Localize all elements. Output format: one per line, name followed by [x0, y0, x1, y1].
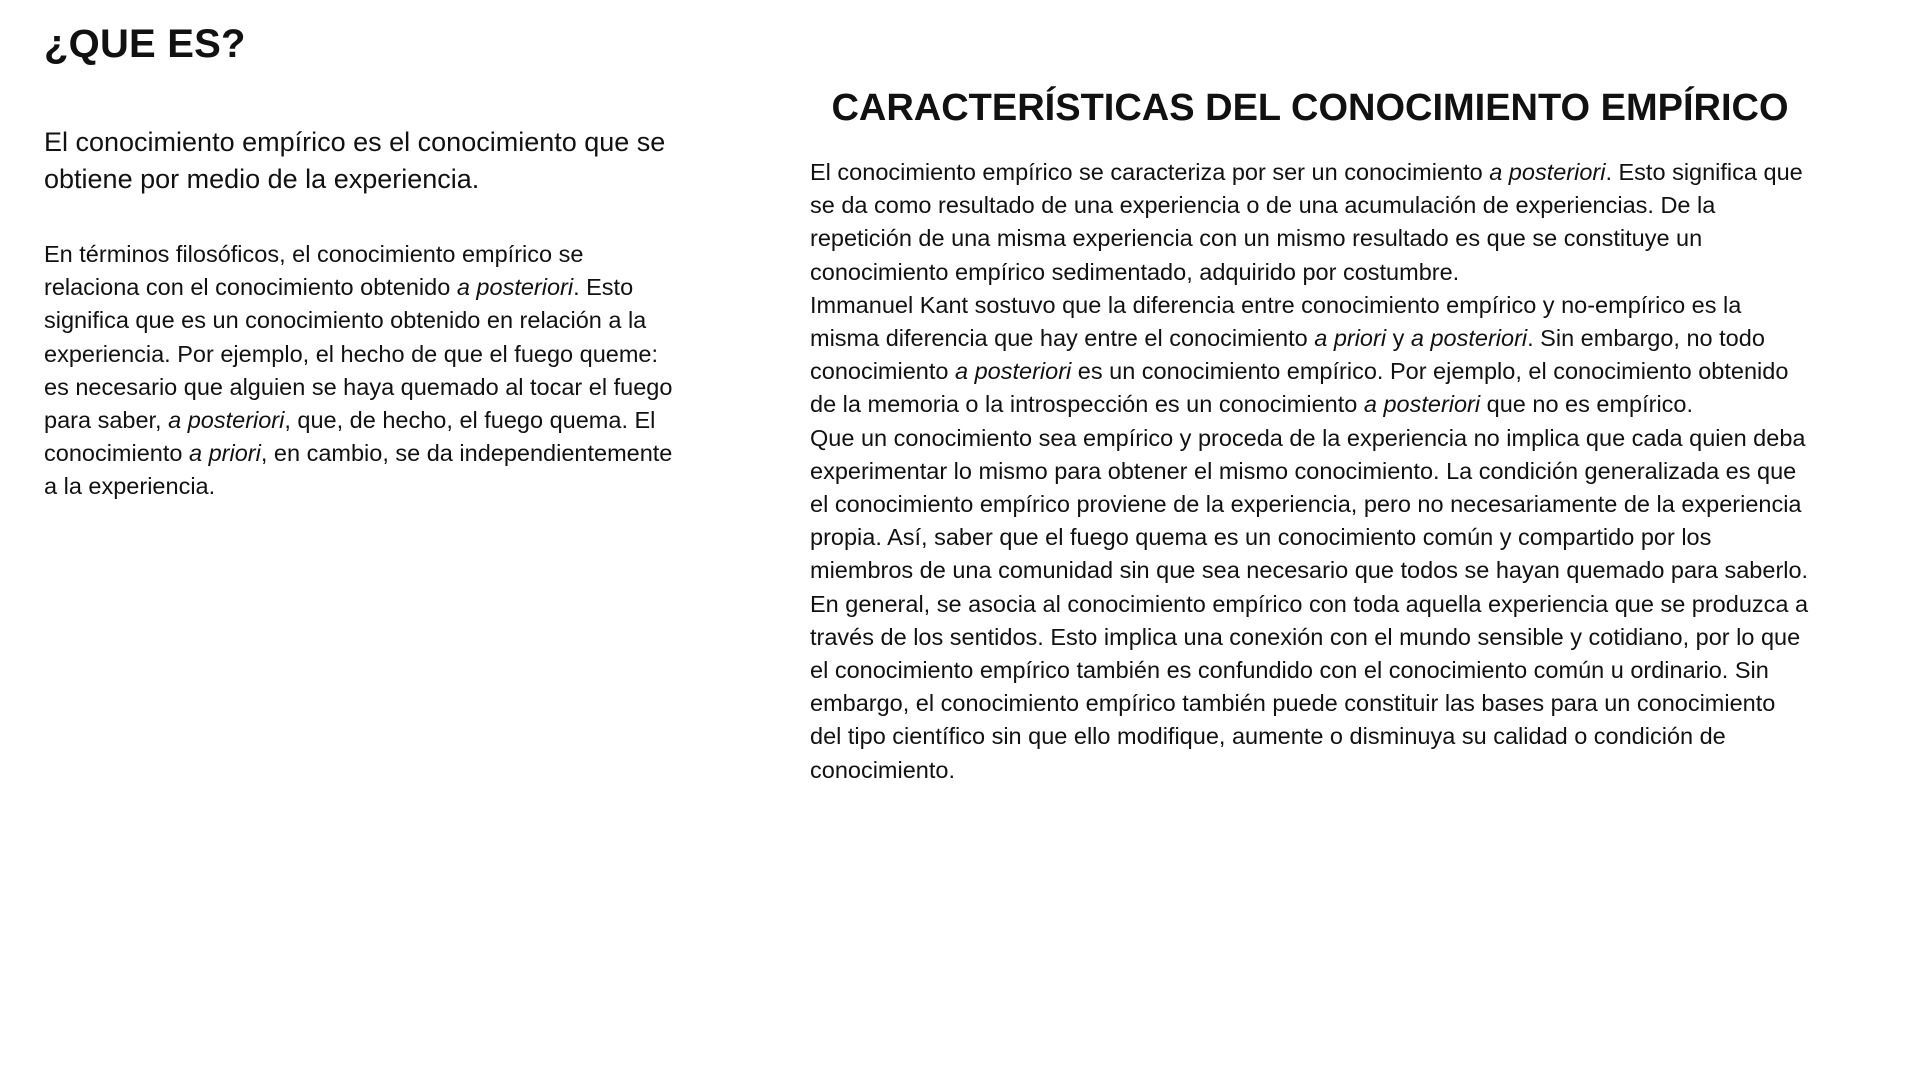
- section-heading: CARACTERÍSTICAS DEL CONOCIMIENTO EMPÍRICO: [831, 87, 1789, 129]
- paragraph-kant: [810, 289, 1810, 422]
- italic-term: a posteriori: [1410, 325, 1528, 352]
- text-segment: El conocimiento empírico se caracteriza por ser un conocimiento: [810, 159, 1490, 185]
- page-title: ¿QUE ES?: [44, 22, 246, 66]
- text-segment: que no es empírico.: [1480, 391, 1694, 418]
- text-segment: , en cambio, se da independientemente a la experiencia.: [44, 440, 673, 500]
- italic-term: a priori: [189, 440, 261, 467]
- text-segment: es un conocimiento empírico. Por ejemplo, el conocimiento obtenido de la memoria o la introspección es un conocimiento: [810, 358, 1789, 418]
- text-segment: Immanuel Kant sostuvo que la diferencia entre conocimiento empírico y no-empírico es la misma diferencia que hay entre el conocimiento: [810, 291, 1742, 352]
- paragraph-shared-experience: Que un conocimiento sea empírico y proceda de la experiencia no implica que cada quien deba experimentar lo mismo para obtener el mismo conocimiento. La condición generalizada es que el conocimiento empírico proviene de la experiencia, pero no necesariamente de la experiencia propia. Así, saber que el fuego quema es un conocimiento común y compartido por los miembros de una comunidad sin que sea necesario que todos se hayan quemado para saberlo.: [810, 424, 1809, 584]
- paragraph-a-posteriori: [810, 156, 1810, 289]
- left-column: [44, 18, 684, 504]
- text-segment: En términos filosóficos, el conocimiento empírico se relaciona con el conocimiento obtenido: [44, 241, 584, 301]
- intro-paragraph: El conocimiento empírico es el conocimiento que se obtiene por medio de la experiencia.: [44, 127, 666, 194]
- text-segment: . Esto significa que es un conocimiento obtenido en relación a la experiencia. Por ejemplo, el hecho de que el fuego queme: es necesario que alguien se haya quemado al tocar el fuego para saber,: [44, 274, 673, 434]
- philosophical-paragraph: [44, 238, 684, 504]
- paragraph-senses: En general, se asocia al conocimiento empírico con toda aquella experiencia que se produzca a través de los sentidos. Esto implica una conexión con el mundo sensible y cotidiano, por lo que el conocimiento empírico también es confundido con el conocimiento común u ordinario. Sin embargo, el conocimiento empírico también puede constituir las bases para un conocimiento del tipo científico sin que ello modifique, aumente o disminuya su calidad o condición de conocimiento.: [810, 590, 1809, 783]
- italic-term: a posteriori: [1489, 159, 1606, 185]
- text-segment: y: [1386, 325, 1411, 352]
- italic-term: a posteriori: [1363, 391, 1481, 418]
- text-segment: . Sin embargo, no todo conocimiento: [810, 325, 1765, 385]
- italic-term: a priori: [1314, 325, 1387, 352]
- characteristics-body: [810, 156, 1810, 787]
- italic-term: a posteriori: [955, 358, 1072, 385]
- text-segment: . Esto significa que se da como resultado de una experiencia o de una acumulación de experiencias. De la repetición de una misma experiencia con un mismo resultado es que se constituye un conocimiento empírico sedimentado, adquirido por costumbre.: [810, 159, 1803, 285]
- text-segment: , que, de hecho, el fuego quema. El conocimiento: [44, 407, 656, 467]
- italic-term: a posteriori: [456, 274, 574, 301]
- right-column: [810, 82, 1810, 787]
- italic-term: a posteriori: [168, 407, 285, 434]
